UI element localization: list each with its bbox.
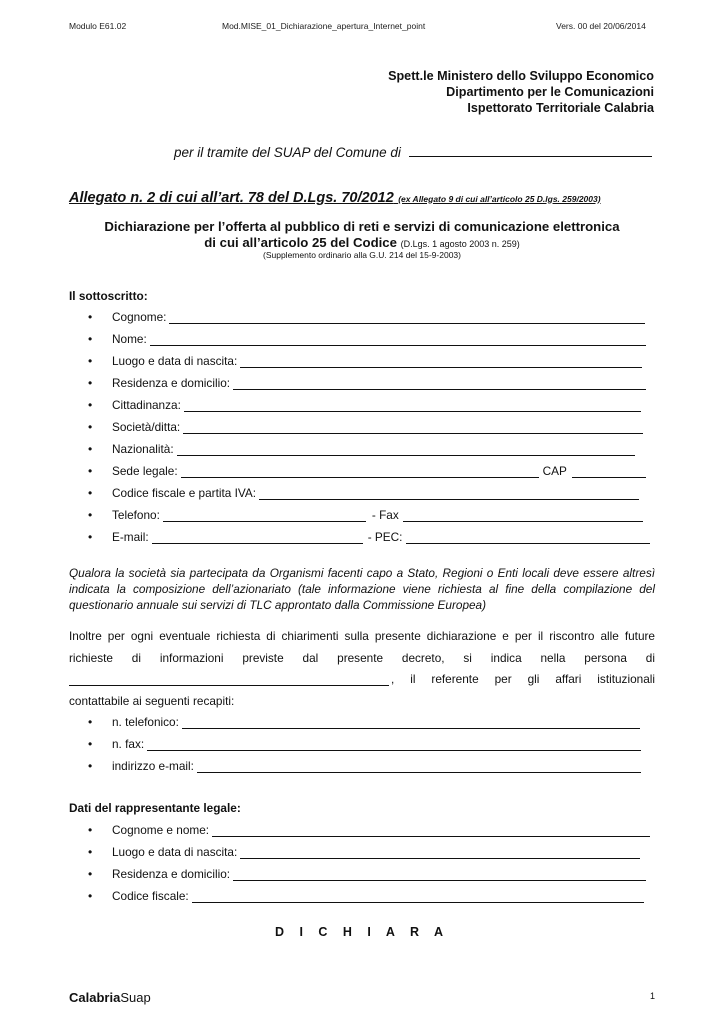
field-row-email bbox=[88, 530, 650, 544]
bullet: • bbox=[88, 845, 93, 859]
rapp-codice-fiscale-field[interactable] bbox=[192, 891, 644, 903]
sede-legale-field[interactable] bbox=[181, 466, 539, 478]
rapp-luogo-nascita-field[interactable] bbox=[240, 847, 640, 859]
document-title-line-1: Dichiarazione per l’offerta al pubblico di reti e servizi di comunicazione elettronica bbox=[104, 219, 620, 234]
email-label: E-mail: bbox=[112, 530, 149, 544]
suap-line bbox=[174, 145, 652, 160]
document-title-line-3: (Supplemento ordinario alla G.U. 214 del 15-9-2003) bbox=[263, 250, 461, 260]
field-row-nazionalita bbox=[88, 442, 635, 456]
codice-fiscale-label: Codice fiscale e partita IVA: bbox=[112, 486, 257, 500]
field-row-telefono bbox=[88, 508, 643, 522]
recapito-telefono-label: n. telefonico: bbox=[112, 715, 179, 729]
recapito-row-fax bbox=[88, 737, 641, 751]
bullet: • bbox=[88, 354, 93, 368]
bullet: • bbox=[88, 398, 93, 412]
nome-field[interactable] bbox=[150, 334, 646, 346]
allegato-note: (ex Allegato 9 di cui all’articolo 25 D.lgs. 259/2003) bbox=[398, 194, 601, 204]
bullet: • bbox=[88, 332, 93, 346]
bullet: • bbox=[88, 508, 93, 522]
recapito-fax-field[interactable] bbox=[147, 739, 641, 751]
luogo-nascita-field[interactable] bbox=[240, 356, 642, 368]
rappresentante-row-luogo-nascita bbox=[88, 845, 640, 859]
sede-legale-label: Sede legale: bbox=[112, 464, 178, 478]
suap-label: per il tramite del SUAP del Comune di bbox=[174, 145, 401, 160]
bullet: • bbox=[88, 737, 93, 751]
rappresentante-row-codice-fiscale bbox=[88, 889, 644, 903]
telefono-label: Telefono: bbox=[112, 508, 160, 522]
page-number: 1 bbox=[650, 991, 656, 1001]
recipient-line-2: Dipartimento per le Comunicazioni bbox=[446, 85, 654, 99]
fax-field[interactable] bbox=[403, 510, 643, 522]
bullet: • bbox=[88, 889, 93, 903]
field-row-residenza bbox=[88, 376, 646, 390]
pec-field[interactable] bbox=[406, 532, 650, 544]
residenza-field[interactable] bbox=[233, 378, 646, 390]
bullet: • bbox=[88, 486, 93, 500]
rappresentante-row-residenza bbox=[88, 867, 646, 881]
referente-text: , il referente per gli affari istituzionali bbox=[391, 672, 655, 686]
bullet: • bbox=[88, 310, 93, 324]
recapito-row-telefono bbox=[88, 715, 640, 729]
rapp-residenza-field[interactable] bbox=[233, 869, 646, 881]
email-field[interactable] bbox=[152, 532, 363, 544]
pec-label: - PEC: bbox=[367, 530, 403, 544]
bullet: • bbox=[88, 867, 93, 881]
field-row-cittadinanza bbox=[88, 398, 641, 412]
field-row-luogo-nascita bbox=[88, 354, 642, 368]
title-line-2-text: di cui all’articolo 25 del Codice bbox=[204, 235, 397, 250]
field-row-codice-fiscale bbox=[88, 486, 639, 500]
rapp-cognome-nome-label: Cognome e nome: bbox=[112, 823, 210, 837]
nome-label: Nome: bbox=[112, 332, 147, 346]
sottoscritto-label: Il sottoscritto: bbox=[69, 289, 148, 303]
bullet: • bbox=[88, 420, 93, 434]
cittadinanza-field[interactable] bbox=[184, 400, 641, 412]
rappresentante-label: Dati del rappresentante legale: bbox=[69, 801, 241, 815]
inoltre-line-4: contattabile ai seguenti recapiti: bbox=[69, 694, 235, 708]
recipient-line-1: Spett.le Ministero dello Sviluppo Economico bbox=[388, 69, 654, 83]
cognome-field[interactable] bbox=[169, 312, 645, 324]
dichiara-heading: D I C H I A R A bbox=[274, 925, 450, 939]
telefono-field[interactable] bbox=[163, 510, 366, 522]
societa-field[interactable] bbox=[183, 422, 643, 434]
cognome-label: Cognome: bbox=[112, 310, 167, 324]
inoltre-line-3 bbox=[69, 672, 655, 686]
recipient-line-3: Ispettorato Territoriale Calabria bbox=[467, 101, 654, 115]
field-row-cognome bbox=[88, 310, 645, 324]
rappresentante-row-cognome-nome bbox=[88, 823, 650, 837]
calabria-suap-logo bbox=[69, 990, 151, 1005]
title-line-2-note: (D.Lgs. 1 agosto 2003 n. 259) bbox=[400, 239, 520, 249]
rapp-luogo-nascita-label: Luogo e data di nascita: bbox=[112, 845, 238, 859]
document-title-line-2 bbox=[0, 235, 724, 250]
logo-regular-text: Suap bbox=[120, 990, 151, 1005]
header-version: Vers. 00 del 20/06/2014 bbox=[556, 21, 646, 31]
rapp-codice-fiscale-label: Codice fiscale: bbox=[112, 889, 189, 903]
referente-field[interactable] bbox=[69, 674, 389, 686]
luogo-nascita-label: Luogo e data di nascita: bbox=[112, 354, 238, 368]
allegato-main: Allegato n. 2 di cui all’art. 78 del D.Lgs. 70/2012 bbox=[69, 190, 394, 206]
suap-comune-field[interactable] bbox=[409, 145, 652, 157]
logo-bold-text: Calabria bbox=[69, 990, 121, 1005]
inoltre-line-2: richieste di informazioni previste dal presente decreto, si indica nella persona di bbox=[69, 651, 655, 665]
rapp-cognome-nome-field[interactable] bbox=[212, 825, 650, 837]
field-row-sede-legale bbox=[88, 464, 646, 478]
bullet: • bbox=[88, 376, 93, 390]
nazionalita-label: Nazionalità: bbox=[112, 442, 174, 456]
codice-fiscale-field[interactable] bbox=[259, 488, 639, 500]
cittadinanza-label: Cittadinanza: bbox=[112, 398, 181, 412]
qualora-paragraph: Qualora la società sia partecipata da Organismi facenti capo a Stato, Regioni o Enti locali deve essere altresì indicata la composizione dell’azionariato (tale informazione viene richiesta al fine della compilazione del questionario annuale sui servizi di TLC approntato dalla Commissione Europea) bbox=[69, 566, 655, 612]
bullet: • bbox=[88, 715, 93, 729]
fax-label: - Fax bbox=[371, 508, 399, 522]
societa-label: Società/ditta: bbox=[112, 420, 181, 434]
cap-field[interactable] bbox=[572, 466, 646, 478]
recapito-telefono-field[interactable] bbox=[182, 717, 640, 729]
field-row-nome bbox=[88, 332, 646, 346]
bullet: • bbox=[88, 464, 93, 478]
bullet: • bbox=[88, 442, 93, 456]
recapito-email-label: indirizzo e-mail: bbox=[112, 759, 194, 773]
inoltre-line-1: Inoltre per ogni eventuale richiesta di chiarimenti sulla presente dichiarazione e per il riscontro alle future bbox=[69, 629, 655, 643]
bullet: • bbox=[88, 759, 93, 773]
rapp-residenza-label: Residenza e domicilio: bbox=[112, 867, 231, 881]
bullet: • bbox=[88, 530, 93, 544]
nazionalita-field[interactable] bbox=[177, 444, 635, 456]
header-document-name: Mod.MISE_01_Dichiarazione_apertura_Internet_point bbox=[222, 21, 426, 31]
bullet: • bbox=[88, 823, 93, 837]
recapito-fax-label: n. fax: bbox=[112, 737, 145, 751]
field-row-societa bbox=[88, 420, 643, 434]
residenza-label: Residenza e domicilio: bbox=[112, 376, 231, 390]
cap-label: CAP bbox=[542, 464, 567, 478]
header-module-code: Modulo E61.02 bbox=[69, 21, 127, 31]
recapito-row-email bbox=[88, 759, 641, 773]
recapito-email-field[interactable] bbox=[197, 761, 641, 773]
allegato-reference bbox=[69, 189, 601, 207]
